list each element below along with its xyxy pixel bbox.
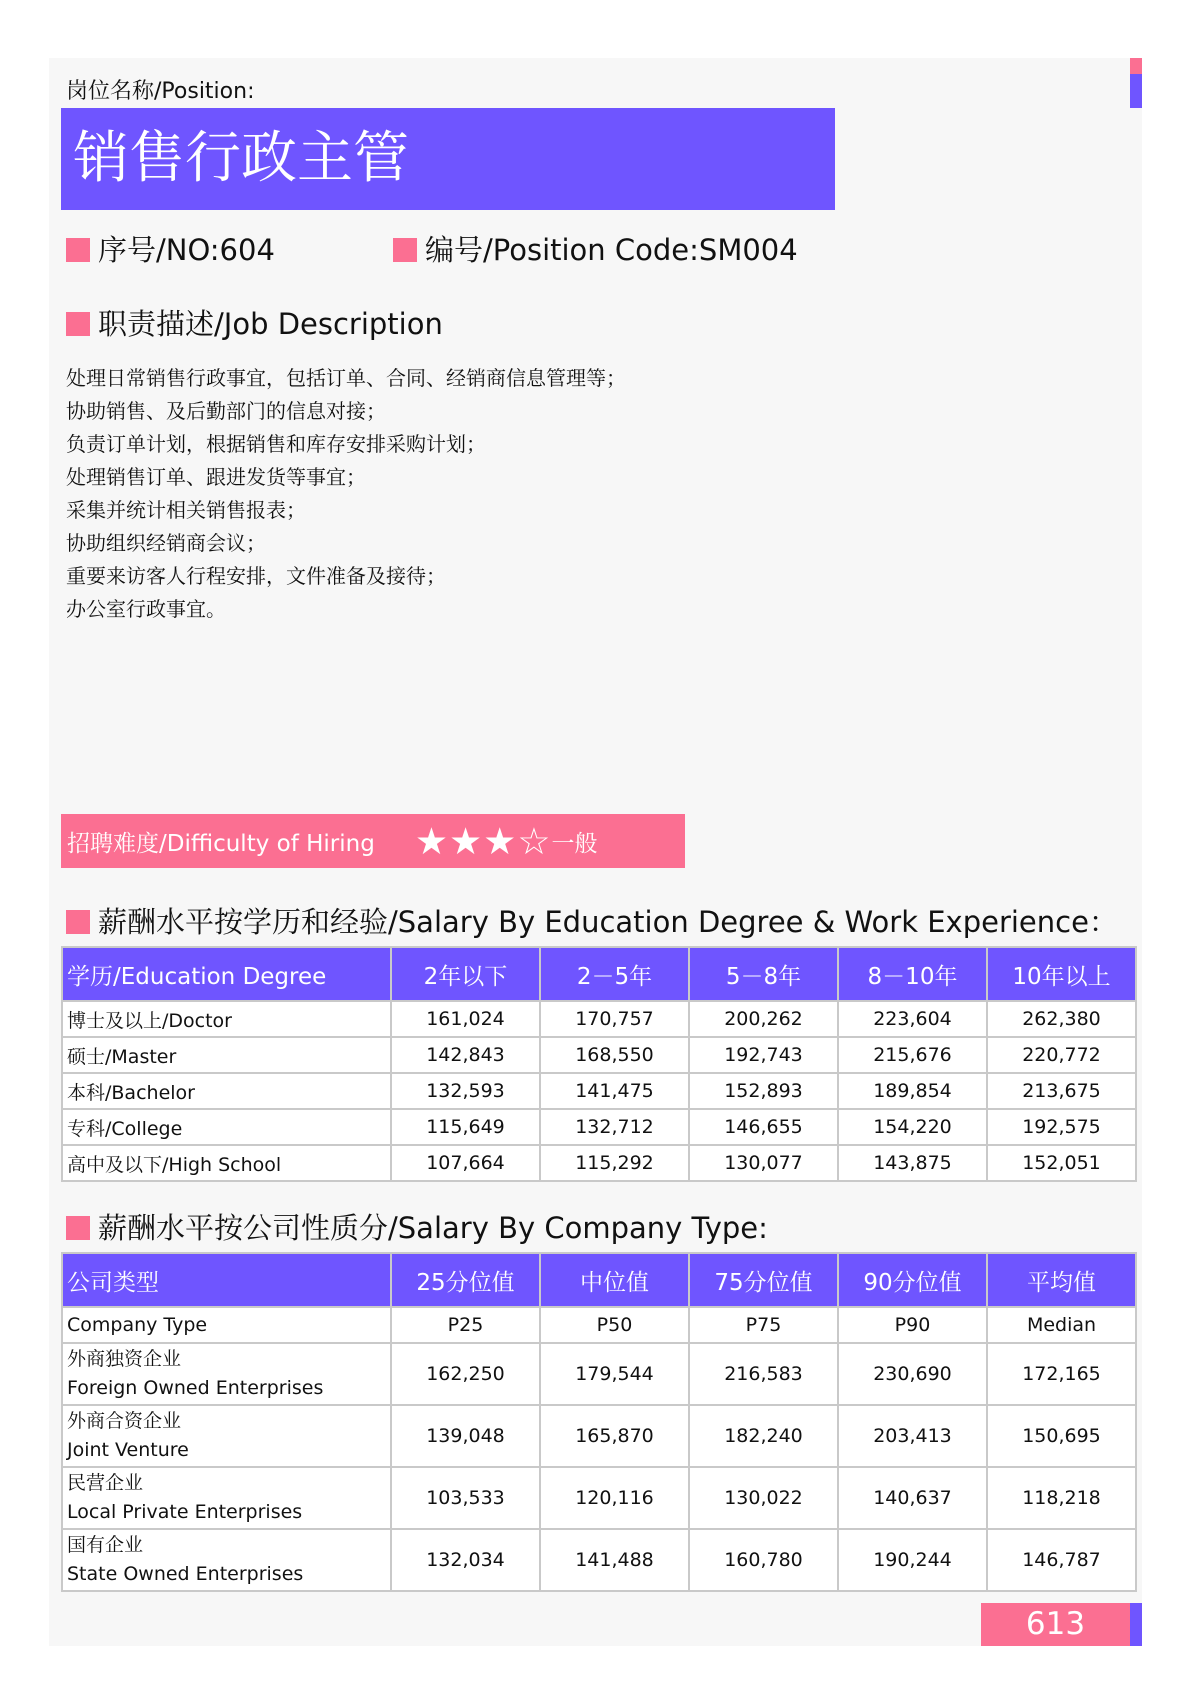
salary-cell: 146,655 [689, 1109, 838, 1145]
salary-cell: 132,034 [391, 1529, 540, 1591]
salary-cell: 200,262 [689, 1001, 838, 1037]
page-number-accent [1130, 1603, 1142, 1646]
table-row [62, 1343, 1136, 1405]
table-row [62, 1405, 1136, 1467]
salary-cell: 142,843 [391, 1037, 540, 1073]
job-description-heading [66, 302, 443, 343]
salary-cell: 262,380 [987, 1001, 1136, 1037]
bullet-square-icon [66, 910, 90, 934]
company-salary-title: 薪酬水平按公司性质分/Salary By Company Type: [98, 1211, 768, 1245]
salary-cell: 141,475 [540, 1073, 689, 1109]
subheader-cell: Company Type [62, 1307, 391, 1343]
salary-cell: 179,544 [540, 1343, 689, 1405]
education-degree-cell: 硕士/Master [62, 1037, 391, 1073]
column-header: 2－5年 [540, 947, 689, 1001]
column-header: 90分位值 [838, 1253, 987, 1307]
salary-cell: 215,676 [838, 1037, 987, 1073]
education-salary-heading [66, 900, 1118, 941]
education-degree-cell: 本科/Bachelor [62, 1073, 391, 1109]
salary-cell: 170,757 [540, 1001, 689, 1037]
job-duty-line: 处理日常销售行政事宜，包括订单、合同、经销商信息管理等； [66, 366, 626, 390]
position-label: 岗位名称/Position: [66, 79, 255, 104]
company-type-cell [62, 1529, 391, 1591]
column-header: 10年以上 [987, 947, 1136, 1001]
table-row [62, 1467, 1136, 1529]
column-header: 学历/Education Degree [62, 947, 391, 1001]
job-duty-line: 协助组织经销商会议； [66, 531, 266, 555]
company-type-cell [62, 1405, 391, 1467]
salary-cell: 130,077 [689, 1145, 838, 1181]
company-type-cell [62, 1343, 391, 1405]
serial-number-text: 序号/NO:604 [98, 233, 275, 267]
page-number: 613 [981, 1603, 1130, 1646]
company-type-en: State Owned Enterprises [67, 1563, 304, 1585]
job-duty-line: 处理销售订单、跟进发货等事宜； [66, 465, 366, 489]
table-header-row [62, 947, 1136, 1001]
subheader-cell: P90 [838, 1307, 987, 1343]
salary-cell: 150,695 [987, 1405, 1136, 1467]
table-row [62, 1529, 1136, 1591]
star-rating-icon: ★★★☆ [414, 819, 552, 863]
column-header: 公司类型 [62, 1253, 391, 1307]
salary-cell: 152,893 [689, 1073, 838, 1109]
table-row [62, 1109, 1136, 1145]
salary-cell: 132,712 [540, 1109, 689, 1145]
education-salary-table [61, 946, 1137, 1182]
salary-cell: 230,690 [838, 1343, 987, 1405]
salary-cell: 213,675 [987, 1073, 1136, 1109]
salary-cell: 115,292 [540, 1145, 689, 1181]
bullet-square-icon [393, 238, 417, 262]
salary-cell: 130,022 [689, 1467, 838, 1529]
salary-cell: 160,780 [689, 1529, 838, 1591]
salary-cell: 165,870 [540, 1405, 689, 1467]
company-type-en: Local Private Enterprises [67, 1501, 303, 1523]
company-type-cell [62, 1467, 391, 1529]
table-subheader-row [62, 1307, 1136, 1343]
job-duty-line: 采集并统计相关销售报表； [66, 498, 306, 522]
company-type-cn: 外商合资企业 [67, 1410, 182, 1432]
job-description-list [66, 362, 626, 626]
salary-cell: 190,244 [838, 1529, 987, 1591]
table-row [62, 1037, 1136, 1073]
salary-cell: 132,593 [391, 1073, 540, 1109]
job-duty-line: 办公室行政事宜。 [66, 597, 226, 621]
salary-cell: 192,743 [689, 1037, 838, 1073]
position-title: 销售行政主管 [61, 108, 835, 210]
bullet-square-icon [66, 1216, 90, 1240]
hiring-difficulty-bar [61, 814, 685, 868]
salary-cell: 162,250 [391, 1343, 540, 1405]
salary-cell: 192,575 [987, 1109, 1136, 1145]
table-header-row [62, 1253, 1136, 1307]
position-code [393, 228, 798, 269]
table-row [62, 1145, 1136, 1181]
difficulty-label: 招聘难度/Difficulty of Hiring [67, 830, 375, 857]
bullet-square-icon [66, 312, 90, 336]
salary-cell: 120,116 [540, 1467, 689, 1529]
subheader-cell: Median [987, 1307, 1136, 1343]
subheader-cell: P50 [540, 1307, 689, 1343]
corner-accent [1130, 58, 1142, 108]
salary-cell: 154,220 [838, 1109, 987, 1145]
subheader-cell: P25 [391, 1307, 540, 1343]
serial-number [66, 228, 275, 269]
company-type-en: Joint Venture [67, 1439, 189, 1461]
column-header: 2年以下 [391, 947, 540, 1001]
salary-cell: 223,604 [838, 1001, 987, 1037]
salary-cell: 189,854 [838, 1073, 987, 1109]
table-row [62, 1001, 1136, 1037]
column-header: 25分位值 [391, 1253, 540, 1307]
salary-cell: 216,583 [689, 1343, 838, 1405]
column-header: 75分位值 [689, 1253, 838, 1307]
bullet-square-icon [66, 238, 90, 262]
column-header: 8－10年 [838, 947, 987, 1001]
table-row [62, 1073, 1136, 1109]
company-salary-table [61, 1252, 1137, 1592]
company-type-cn: 国有企业 [67, 1534, 144, 1556]
company-salary-heading [66, 1206, 768, 1247]
salary-cell: 139,048 [391, 1405, 540, 1467]
education-degree-cell: 高中及以下/High School [62, 1145, 391, 1181]
column-header: 中位值 [540, 1253, 689, 1307]
job-duty-line: 协助销售、及后勤部门的信息对接； [66, 399, 386, 423]
salary-cell: 146,787 [987, 1529, 1136, 1591]
salary-cell: 115,649 [391, 1109, 540, 1145]
education-degree-cell: 博士及以上/Doctor [62, 1001, 391, 1037]
salary-cell: 143,875 [838, 1145, 987, 1181]
difficulty-level: 一般 [551, 830, 598, 857]
salary-cell: 220,772 [987, 1037, 1136, 1073]
column-header: 5－8年 [689, 947, 838, 1001]
company-type-en: Foreign Owned Enterprises [67, 1377, 324, 1399]
column-header: 平均值 [987, 1253, 1136, 1307]
salary-cell: 182,240 [689, 1405, 838, 1467]
salary-cell: 103,533 [391, 1467, 540, 1529]
company-type-cn: 民营企业 [67, 1472, 144, 1494]
company-type-cn: 外商独资企业 [67, 1348, 182, 1370]
job-duty-line: 重要来访客人行程安排，文件准备及接待； [66, 564, 446, 588]
salary-cell: 140,637 [838, 1467, 987, 1529]
subheader-cell: P75 [689, 1307, 838, 1343]
position-code-text: 编号/Position Code:SM004 [425, 233, 798, 267]
education-salary-title: 薪酬水平按学历和经验/Salary By Education Degree & Work Experience： [98, 905, 1118, 939]
education-degree-cell: 专科/College [62, 1109, 391, 1145]
job-description-title: 职责描述/Job Description [98, 307, 443, 341]
salary-cell: 161,024 [391, 1001, 540, 1037]
salary-cell: 172,165 [987, 1343, 1136, 1405]
salary-cell: 107,664 [391, 1145, 540, 1181]
salary-cell: 203,413 [838, 1405, 987, 1467]
salary-cell: 152,051 [987, 1145, 1136, 1181]
job-duty-line: 负责订单计划，根据销售和库存安排采购计划； [66, 432, 486, 456]
salary-cell: 168,550 [540, 1037, 689, 1073]
salary-cell: 141,488 [540, 1529, 689, 1591]
salary-cell: 118,218 [987, 1467, 1136, 1529]
